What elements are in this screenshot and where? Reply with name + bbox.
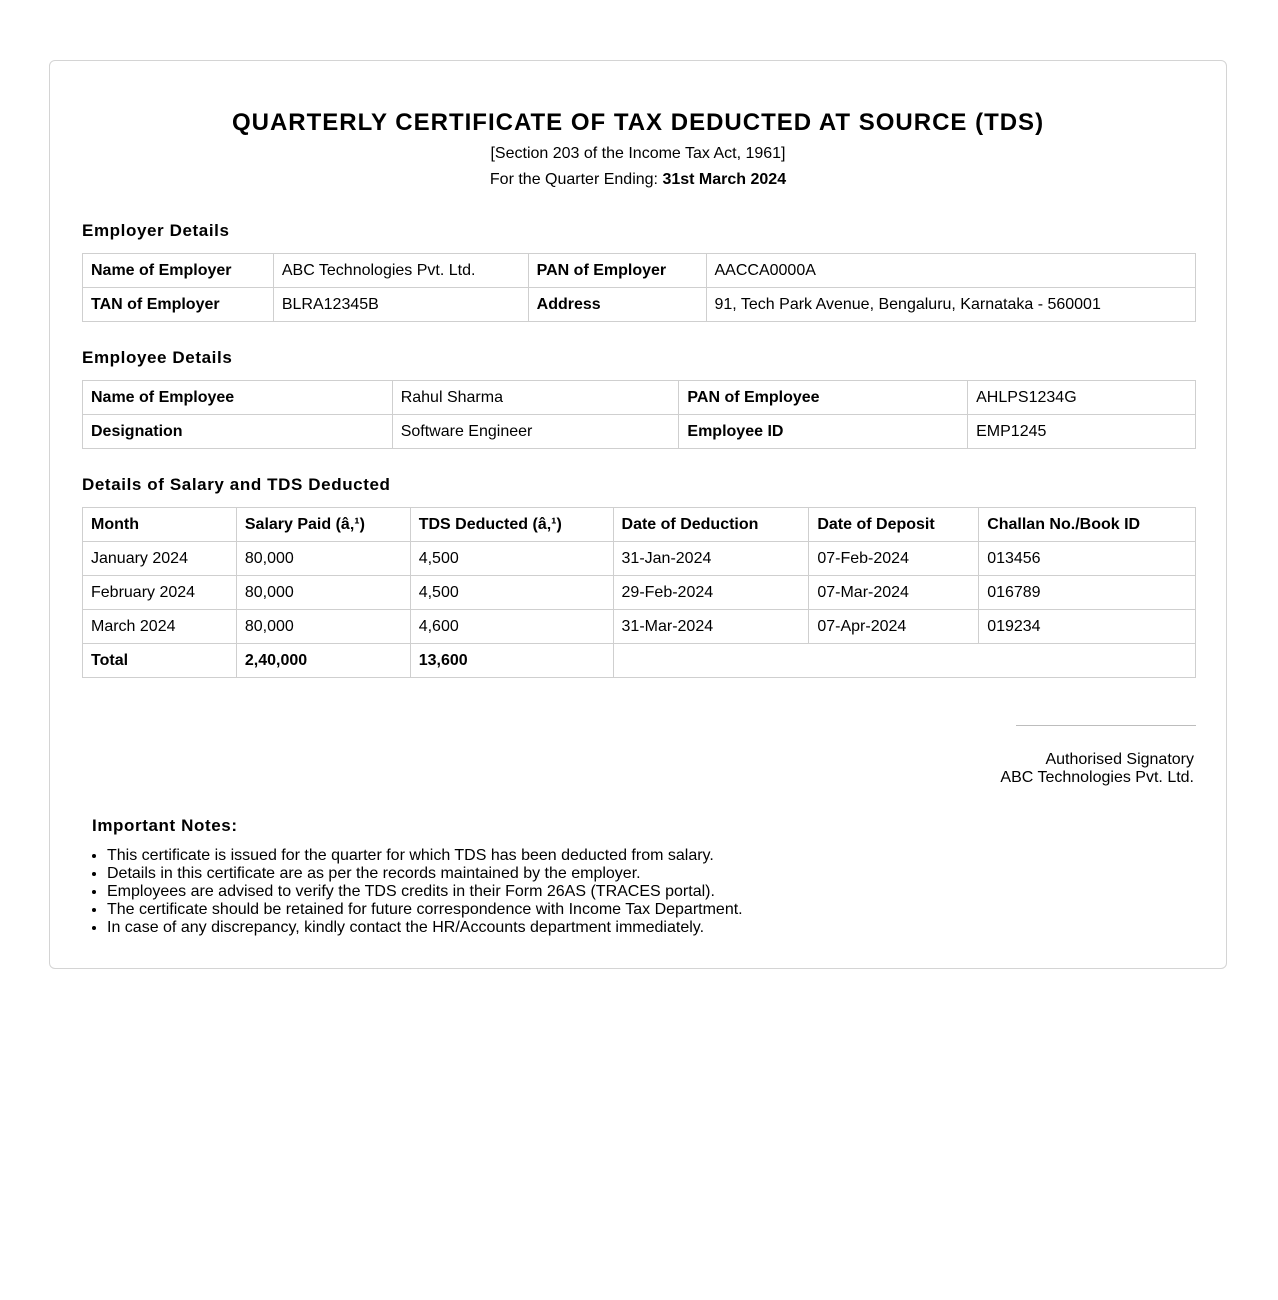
list-item: • Employees are advised to verify the TDS credits in their Form 26AS (TRACES portal). — [107, 883, 743, 901]
header-month: Month — [83, 508, 237, 542]
employer-name-value: ABC Technologies Pvt. Ltd. — [273, 254, 528, 288]
total-label: Total — [83, 644, 237, 678]
designation-value: Software Engineer — [392, 415, 679, 449]
list-item: • Details in this certificate are as per the records maintained by the employer. — [107, 865, 743, 883]
table-row — [83, 288, 1196, 322]
employer-address-label: Address — [528, 288, 706, 322]
salary-section-title: Details of Salary and TDS Deducted — [82, 475, 391, 494]
employer-address-value: 91, Tech Park Avenue, Bengaluru, Karnataka - 560001 — [706, 288, 1196, 322]
cell-deduction-date: 29-Feb-2024 — [613, 576, 809, 610]
quarter-value: 31st March 2024 — [662, 171, 787, 188]
employee-name-value: Rahul Sharma — [392, 381, 679, 415]
cell-challan: 013456 — [979, 542, 1196, 576]
employee-name-label: Name of Employee — [83, 381, 393, 415]
employee-pan-value: AHLPS1234G — [968, 381, 1196, 415]
header-tds-deducted: TDS Deducted (â‚¹) — [410, 508, 613, 542]
signatory-company: ABC Technologies Pvt. Ltd. — [1000, 769, 1194, 786]
table-row — [83, 254, 1196, 288]
cell-challan: 019234 — [979, 610, 1196, 644]
employee-pan-label: PAN of Employee — [679, 381, 968, 415]
total-empty-cell — [613, 644, 1195, 678]
certificate-subtitle: [Section 203 of the Income Tax Act, 1961] — [490, 145, 786, 162]
list-item: • This certificate is issued for the quarter for which TDS has been deducted from salary. — [107, 847, 743, 865]
total-salary: 2,40,000 — [236, 644, 410, 678]
salary-table — [82, 507, 1196, 678]
designation-label: Designation — [83, 415, 393, 449]
cell-month: March 2024 — [83, 610, 237, 644]
cell-deposit-date: 07-Mar-2024 — [809, 576, 979, 610]
employer-tan-value: BLRA12345B — [273, 288, 528, 322]
cell-salary: 80,000 — [236, 576, 410, 610]
signatory-title: Authorised Signatory — [1045, 751, 1194, 768]
signatory-block — [1000, 751, 1194, 787]
cell-challan: 016789 — [979, 576, 1196, 610]
list-item: • In case of any discrepancy, kindly contact the HR/Accounts department immediately. — [107, 919, 743, 937]
list-item: • The certificate should be retained for future correspondence with Income Tax Department. — [107, 901, 743, 919]
header-challan-no: Challan No./Book ID — [979, 508, 1196, 542]
notes-title: Important Notes: — [92, 816, 238, 835]
table-header-row — [83, 508, 1196, 542]
signature-line — [1016, 725, 1196, 726]
notes-list — [92, 847, 743, 937]
employee-id-label: Employee ID — [679, 415, 968, 449]
table-row — [83, 542, 1196, 576]
cell-deposit-date: 07-Apr-2024 — [809, 610, 979, 644]
header-date-of-deposit: Date of Deposit — [809, 508, 979, 542]
quarter-label: For the Quarter Ending: — [489, 171, 658, 188]
employer-pan-value: AACCA0000A — [706, 254, 1196, 288]
employer-name-label: Name of Employer — [83, 254, 274, 288]
employee-table — [82, 380, 1196, 449]
header-date-of-deduction: Date of Deduction — [613, 508, 809, 542]
total-tds: 13,600 — [410, 644, 613, 678]
cell-salary: 80,000 — [236, 610, 410, 644]
employer-pan-label: PAN of Employer — [528, 254, 706, 288]
cell-deduction-date: 31-Mar-2024 — [613, 610, 809, 644]
certificate-card — [49, 60, 1227, 969]
cell-deposit-date: 07-Feb-2024 — [809, 542, 979, 576]
header-salary-paid: Salary Paid (â‚¹) — [236, 508, 410, 542]
employer-section-title: Employer Details — [82, 221, 230, 240]
table-row — [83, 576, 1196, 610]
cell-deduction-date: 31-Jan-2024 — [613, 542, 809, 576]
cell-tds: 4,500 — [410, 542, 613, 576]
table-row — [83, 415, 1196, 449]
table-row — [83, 610, 1196, 644]
employee-section-title: Employee Details — [82, 348, 233, 367]
employer-tan-label: TAN of Employer — [83, 288, 274, 322]
cell-salary: 80,000 — [236, 542, 410, 576]
employer-table — [82, 253, 1196, 322]
cell-month: February 2024 — [83, 576, 237, 610]
total-row — [83, 644, 1196, 678]
cell-tds: 4,600 — [410, 610, 613, 644]
cell-tds: 4,500 — [410, 576, 613, 610]
cell-month: January 2024 — [83, 542, 237, 576]
table-row — [83, 381, 1196, 415]
quarter-ending — [50, 170, 1226, 190]
employee-id-value: EMP1245 — [968, 415, 1196, 449]
certificate-title: QUARTERLY CERTIFICATE OF TAX DEDUCTED AT SOURCE (TDS) — [231, 109, 1045, 136]
